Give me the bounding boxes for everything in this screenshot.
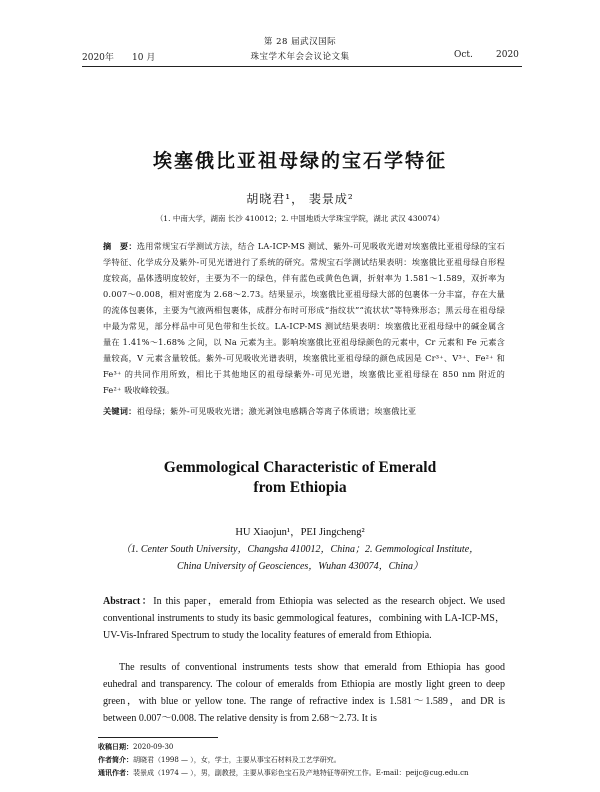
abstract-cn-text: 选用常规宝石学测试方法，结合 LA-ICP-MS 测试、紫外-可见吸收光谱对埃塞俄比亚祖母绿的宝石学特征、化学成分及紫外-可见光谱进行了系统的研究。常规宝石学测试结果表明：埃塞俄比亚祖母绿自形程度较高，晶体透明度较好，主要为不一的绿色，伴有蓝色或黄色色调，折射率为 1.581～1.589，双折率为 0.007～0.008，相对密度为 2.68～2.73。结果显示，埃塞俄比亚祖母绿大部的包裹体一分丰富，存在大量的流体包裹体，主要为气液两相包裹体，成群分布时可形成“指纹状”“流状状”等特殊形态；黑云母在祖母绿中最为常见，部分样品中可见色带和生长纹。LA-ICP-MS 测试结果表明：埃塞俄比亚祖母绿中的碱金属含量在 1.41%～1.68% 之间，以 Na 元素为主。影响埃塞俄比亚祖母绿颜色的元素中，Cr 元素和 Fe 元素含量较高，V 元素含量较低。紫外-可见吸收光谱表明，埃塞俄比亚祖母绿的颜色成因是 Cr³⁺、V³⁺、Fe²⁺ 和 Fe³⁺ 的共同作用所致，相比于其他地区的祖母绿紫外-可见光谱，埃塞俄比亚祖母绿在 850 nm 附近的 Fe²⁺ 吸收峰较强。 — [103, 241, 505, 395]
keywords-cn — [103, 403, 505, 419]
authors-cn: 胡晓君¹， 裴景成² — [246, 192, 354, 206]
header-month-right: Oct. — [454, 50, 473, 60]
affiliation-en — [0, 541, 600, 575]
footnote-received — [98, 741, 518, 754]
footnote-author-value: 胡晓君（1998 — ），女，学士，主要从事宝石材料及工艺学研究。 — [133, 756, 341, 764]
affiliation-cn: （1. 中南大学，湖南 长沙 410012；2. 中国地质大学珠宝学院，湖北 武汉 430074） — [155, 214, 445, 223]
keywords-cn-text: 祖母绿；紫外-可见吸收光谱；激光剥蚀电感耦合等离子体质谱；埃塞俄比亚 — [136, 406, 417, 416]
header-year-right: 2020 — [496, 50, 519, 60]
header-rule — [82, 66, 522, 67]
title-en-line2: from Ethiopia — [253, 479, 347, 496]
footnote-rule — [98, 737, 218, 738]
footnote-corresponding-value: 裴景成（1974 — ），男，副教授，主要从事彩色宝石及产地特征等研究工作。E-mail：peijc@cug.edu.cn — [133, 769, 469, 777]
affiliation-en-line2: China University of Geosciences，Wuhan 430074，China） — [176, 561, 424, 572]
abstract-cn-label: 摘 要： — [103, 241, 137, 251]
title-en-line1: Gemmological Characteristic of Emerald — [163, 459, 437, 476]
header-journal-line1: 第 28 届武汉国际 — [263, 37, 337, 47]
footnote-corresponding-label: 通讯作者： — [98, 769, 133, 777]
footnote-author — [98, 754, 518, 767]
authors-en: HU Xiaojun¹，PEI Jingcheng² — [235, 527, 365, 538]
footnote-received-value: 2020-09-30 — [133, 743, 174, 751]
affiliation-en-line1: （1. Center South University，Changsha 410012，China；2. Gemmological Institute， — [120, 544, 480, 555]
abstract-en — [103, 593, 505, 644]
abstract-en-text: In this paper，emerald from Ethiopia was selected as the research object. We used conventional instruments to study its basic gemmological features，combining with LA-ICP-MS，UV-Vis-Infrared Spectrum to study the locality features of emerald from Ethiopia. — [103, 596, 505, 641]
header-journal-line2: 珠宝学术年会会议论文集 — [250, 52, 350, 62]
footnote-received-label: 收稿日期： — [98, 743, 133, 751]
keywords-cn-label: 关键词： — [103, 406, 137, 416]
abstract-en-label: Abstract： — [103, 596, 154, 607]
abstract-en-para2: The results of conventional instruments tests show that emerald from Ethiopia has good euhedral and transparency. The colour of emeralds from Ethiopia are mostly light green to deep green，with blue or yellow tone. The range of refractive index is 1.581～1.589，and DR is between 0.007～0.008. The relative density is from 2.68～2.73. It is — [103, 662, 505, 724]
title-cn: 埃塞俄比亚祖母绿的宝石学特征 — [152, 150, 447, 172]
header-issue-left: 10 月 — [132, 53, 156, 63]
abstract-cn — [103, 238, 505, 398]
header-year-left: 2020年 — [82, 53, 114, 63]
footnotes — [98, 741, 518, 780]
footnote-corresponding — [98, 767, 518, 780]
footnote-author-label: 作者简介： — [98, 756, 133, 764]
title-en — [0, 458, 600, 498]
